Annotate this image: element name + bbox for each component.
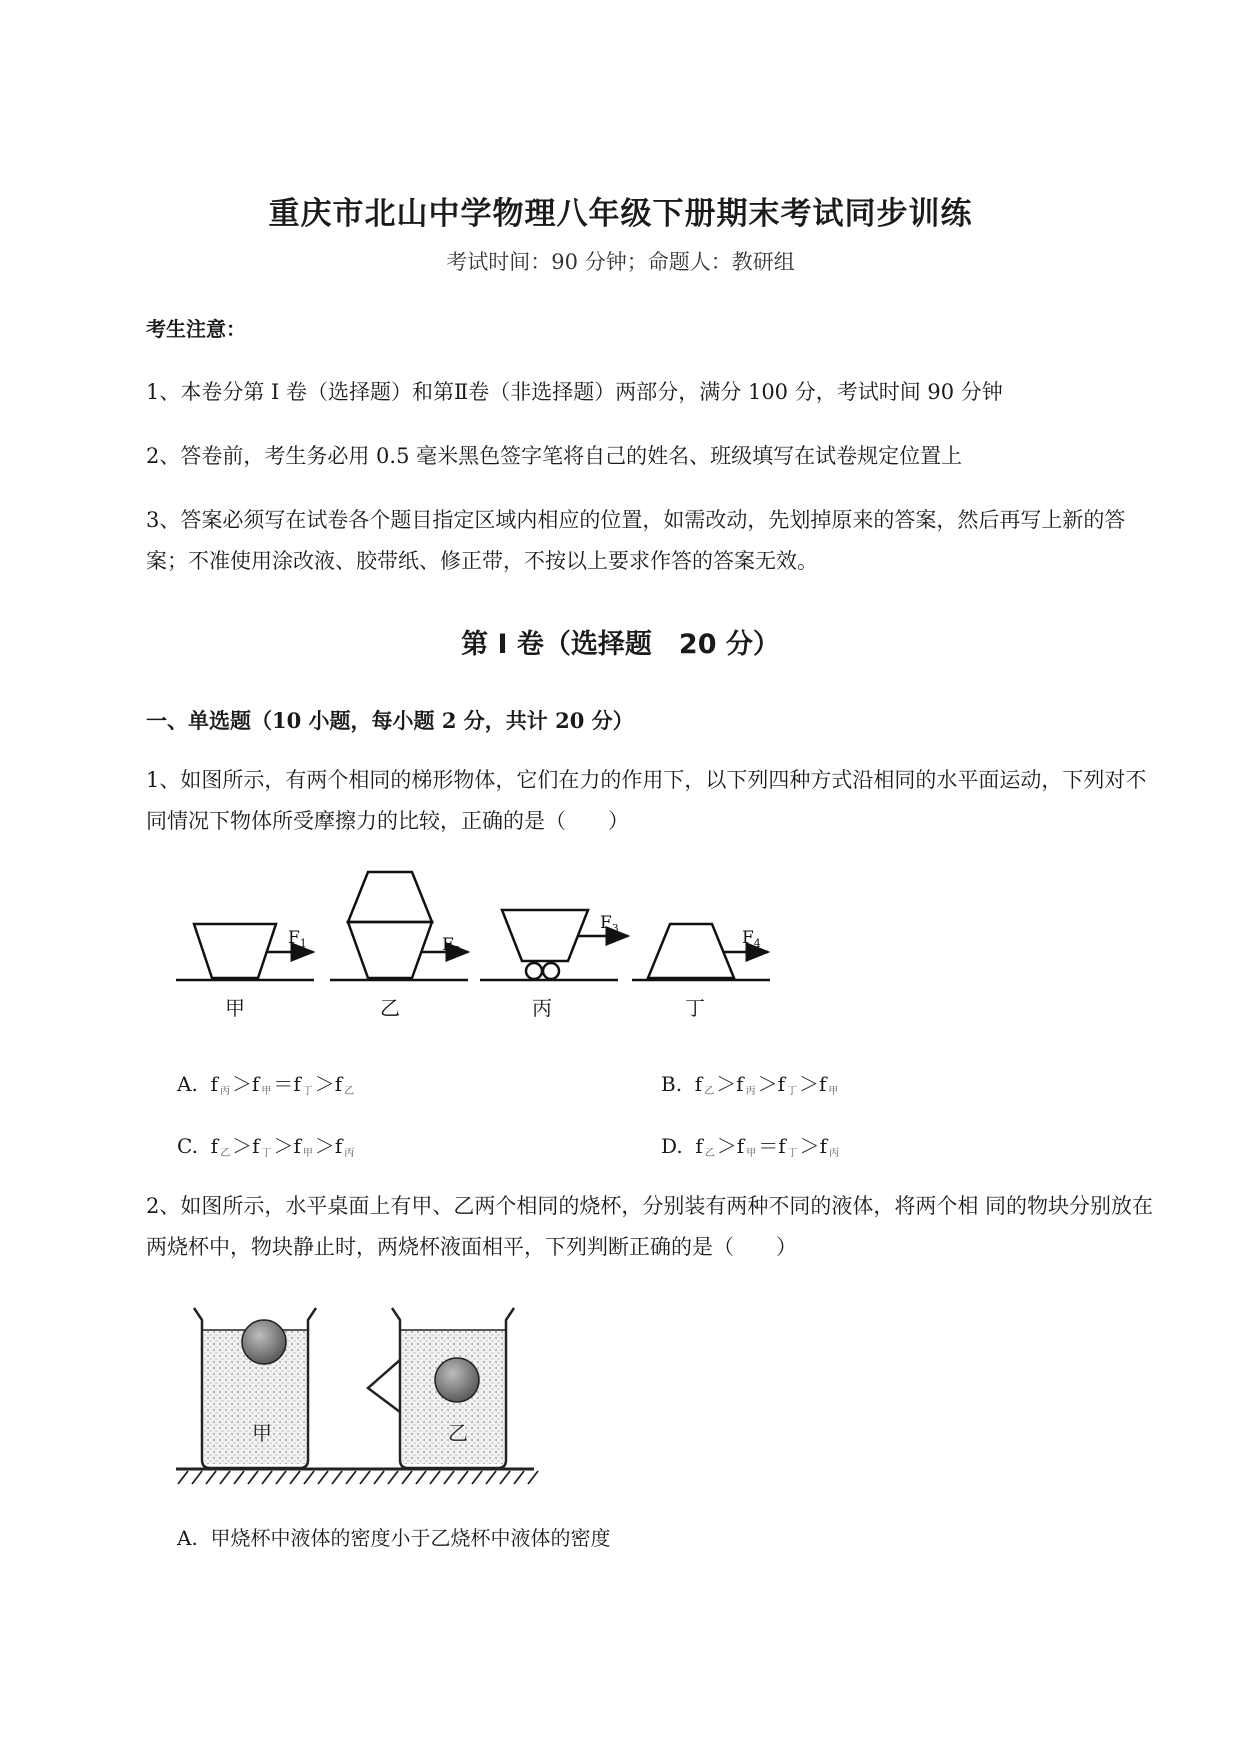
question-1-option-d[interactable]: D. f $_乙$ ＞f $_甲$ ＝f $_丁$ ＞f $_丙$ xyxy=(661,1134,840,1159)
figure-label-bing: 丙 xyxy=(532,996,552,1020)
beaker-label-jia: 甲 xyxy=(252,1421,272,1445)
beaker-yi-spout xyxy=(368,1360,400,1412)
hatch-mark xyxy=(304,1471,314,1484)
question-2-option-a[interactable]: A. 甲烧杯中液体的密度小于乙烧杯中液体的密度 xyxy=(177,1526,611,1550)
question-2-text: 2、如图所示，水平桌面上有甲、乙两个相同的烧杯，分别装有两种不同的液体，将两个相 同的物块分别放在两烧杯中，物块静止时，两烧杯液面相平，下列判断正确的是（ ） xyxy=(146,1194,1154,1259)
hatch-mark xyxy=(276,1471,286,1484)
force-label-f1: $F_1$ xyxy=(288,928,307,950)
question-2-figure xyxy=(170,1300,540,1500)
hatch-mark xyxy=(500,1471,510,1484)
hatch-mark xyxy=(318,1471,328,1484)
trapezoid-yi-top xyxy=(348,872,432,922)
hatch-mark xyxy=(178,1471,188,1484)
figure-label-ding: 丁 xyxy=(685,996,705,1020)
wheel-right xyxy=(543,963,559,979)
hatch-mark xyxy=(388,1471,398,1484)
hatch-mark xyxy=(444,1471,454,1484)
question-1-figure xyxy=(170,860,780,1030)
hatch-mark xyxy=(360,1471,370,1484)
wheel-left xyxy=(526,963,542,979)
question-1-option-c[interactable]: C. f $_乙$ ＞f $_丁$ ＞f $_甲$ ＞f $_丙$ xyxy=(177,1134,355,1159)
force-label-f4: $F_4$ xyxy=(742,928,761,950)
block-yi xyxy=(435,1358,479,1402)
hatch-mark xyxy=(514,1471,524,1484)
notice-item-1: 1、本卷分第 I 卷（选择题）和第Ⅱ卷（非选择题）两部分，满分 100 分，考试时间 90 分钟 xyxy=(146,380,1003,404)
hatch-mark xyxy=(234,1471,244,1484)
hatch-mark xyxy=(262,1471,272,1484)
figure-label-yi: 乙 xyxy=(380,996,400,1020)
hatch-mark xyxy=(486,1471,496,1484)
notice-item-2: 2、答卷前，考生务必用 0.5 毫米黑色签字笔将自己的姓名、班级填写在试卷规定位置上 xyxy=(146,444,963,468)
notice-heading: 考生注意： xyxy=(146,317,246,341)
figure-label-jia: 甲 xyxy=(225,996,245,1020)
hatch-mark xyxy=(220,1471,230,1484)
hatch-mark xyxy=(528,1471,538,1484)
hatch-mark xyxy=(430,1471,440,1484)
trapezoid-bing xyxy=(502,910,588,961)
hatch-mark xyxy=(206,1471,216,1484)
page-title: 重庆市北山中学物理八年级下册期末考试同步训练 xyxy=(268,196,973,232)
question-1-option-a[interactable]: A. f $_丙$ ＞f $_甲$ ＝f $_丁$ ＞f $_乙$ xyxy=(177,1072,355,1097)
block-jia xyxy=(242,1320,286,1364)
hatch-mark xyxy=(402,1471,412,1484)
page-subtitle: 考试时间：90 分钟；命题人：教研组 xyxy=(446,250,795,274)
hatch-mark xyxy=(416,1471,426,1484)
trapezoid-yi-bottom xyxy=(348,922,432,978)
question-1-text: 1、如图所示，有两个相同的梯形物体，它们在力的作用下，以下列四种方式沿相同的水平面运动，下列对不同情况下物体所受摩擦力的比较，正确的是（ ） xyxy=(146,768,1147,833)
part-heading: 一、单选题（10 小题，每小题 2 分，共计 20 分） xyxy=(146,708,634,733)
question-1-option-b[interactable]: B. f $_乙$ ＞f $_丙$ ＞f $_丁$ ＞f $_甲$ xyxy=(661,1072,839,1097)
section-title: 第 I 卷（选择题 20 分） xyxy=(461,629,780,660)
hatch-mark xyxy=(192,1471,202,1484)
hatch-mark xyxy=(248,1471,258,1484)
hatch-mark xyxy=(458,1471,468,1484)
force-label-f2: $F_2$ xyxy=(442,935,461,957)
hatch-mark xyxy=(346,1471,356,1484)
hatch-mark xyxy=(472,1471,482,1484)
hatch-mark xyxy=(290,1471,300,1484)
table-hatching xyxy=(178,1471,538,1484)
force-label-f3: $F_3$ xyxy=(600,913,619,935)
hatch-mark xyxy=(374,1471,384,1484)
trapezoid-jia xyxy=(194,924,276,978)
beaker-label-yi: 乙 xyxy=(448,1421,468,1445)
trapezoid-ding xyxy=(648,924,734,978)
hatch-mark xyxy=(332,1471,342,1484)
notice-item-3: 3、答案必须写在试卷各个题目指定区域内相应的位置，如需改动，先划掉原来的答案，然后再写上新的答案；不准使用涂改液、胶带纸、修正带，不按以上要求作答的答案无效。 xyxy=(146,508,1126,573)
